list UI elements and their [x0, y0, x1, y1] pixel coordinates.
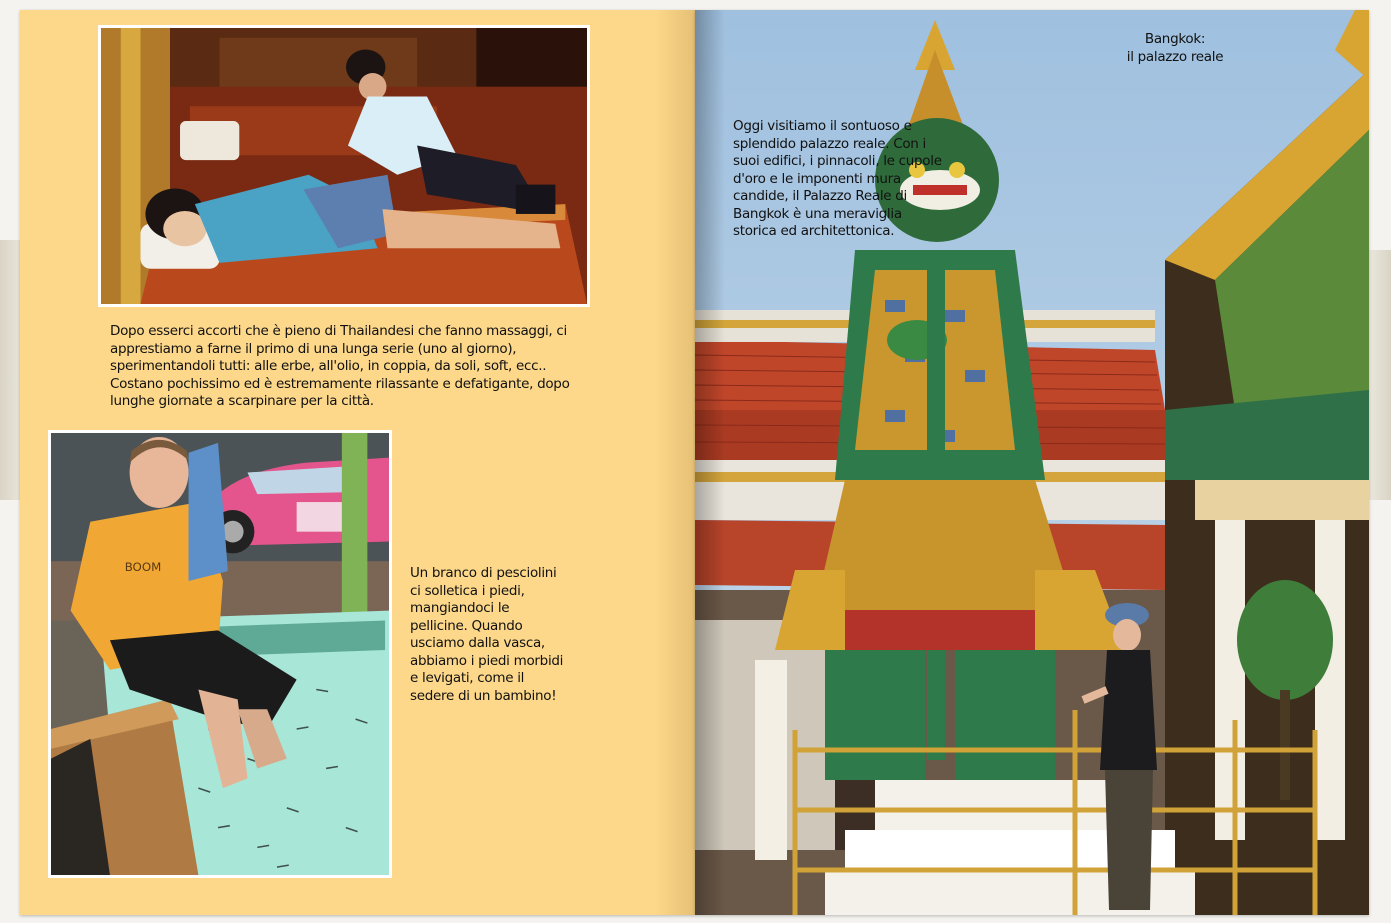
massage-caption: Dopo esserci accorti che è pieno di Thailandesi che fanno massaggi, ci apprestiamo a farne il primo di una lunga serie (uno al giorno), sperimentandoli tutti: alle erbe, all'olio, in coppia, da soli, soft, ecc.. Costano pochissimo ed è estremamente rilassante e defatigante, dopo lunghe giornate a scarpinare per la città.: [110, 323, 570, 409]
massage-photo: [98, 25, 590, 307]
shirt-print-text: BOOM: [124, 560, 162, 575]
left-page: [20, 10, 695, 915]
right-page: [695, 10, 1369, 915]
palace-description: Oggi visitiamo il sontuoso e splendido palazzo reale. Con i suoi edifici, i pinnacoli, le cupole d'oro e le imponenti mura candide, il Palazzo Reale di Bangkok è una meraviglia storica ed architettonica.: [733, 118, 942, 239]
fish-spa-photo: [48, 430, 392, 878]
photo-book-spread: [20, 10, 1369, 915]
title-line-1: Bangkok:: [1144, 31, 1206, 47]
fish-spa-caption: Un branco di pesciolini ci solletica i piedi, mangiandoci le pellicine. Quando usciamo dalla vasca, abbiamo i piedi morbidi e levigati, come il sedere di un bambino!: [410, 565, 564, 704]
page-title: [1110, 31, 1240, 66]
title-line-2: il palazzo reale: [1126, 48, 1224, 65]
